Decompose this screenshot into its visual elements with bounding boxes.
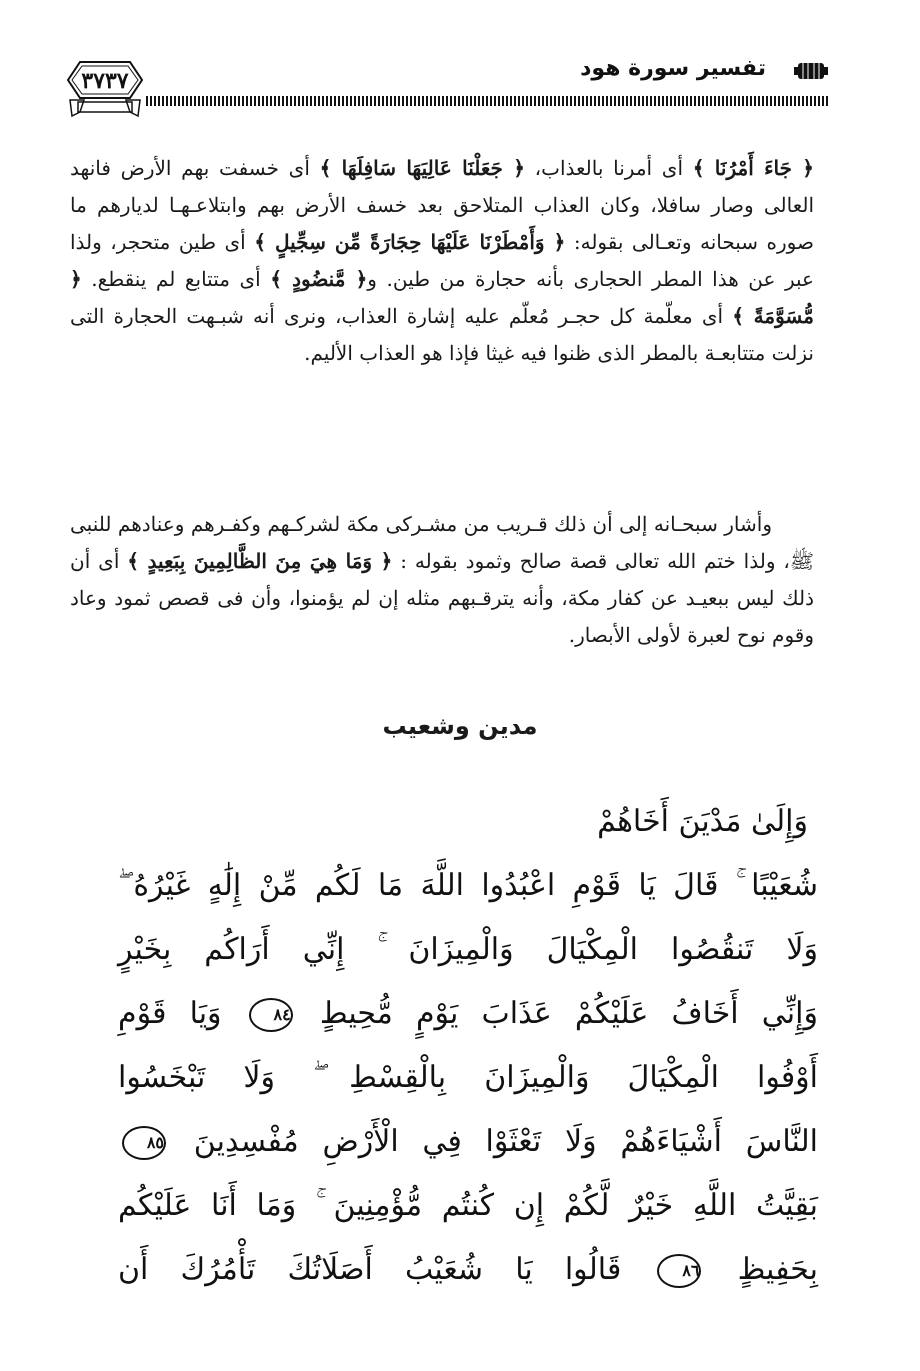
- commentary-text: أى متتابع لم ينقطع.: [81, 267, 271, 291]
- page-number-frame: [62, 56, 148, 120]
- quran-verses-block: [118, 790, 818, 1302]
- verse-segment: بِحَفِيظٍ: [737, 1252, 818, 1287]
- ayah-number-marker: ٨٦: [657, 1254, 701, 1288]
- quran-quote: ﴿ مُّسَوَّمَةً ﴾: [70, 267, 814, 328]
- quran-quote: ﴿ جَعَلْنَا عَالِيَهَا سَافِلَهَا ﴾: [319, 156, 525, 180]
- ayah-number-marker: ٨٤: [249, 998, 293, 1032]
- commentary-text: أى طين متحجر، ولذا عبر عن هذا المطر الحجارى بأنه حجارة من طين. و: [70, 230, 814, 291]
- running-title: تفسير سورة هود: [580, 56, 766, 81]
- verse-line: [118, 1238, 818, 1302]
- page-number: ٣٧٣٧: [81, 68, 129, 94]
- verse-segment: وَيَا قَوْمِ: [118, 996, 222, 1031]
- verse-segment: قَالُوا يَا شُعَيْبُ أَصَلَاتُكَ تَأْمُرُكَ أَن: [118, 1252, 622, 1287]
- tafsir-paragraph-2: [70, 506, 814, 654]
- verse-line: وَلَا تَنقُصُوا الْمِكْيَالَ وَالْمِيزَانَ ۚ إِنِّي أَرَاكُم بِخَيْرٍ: [118, 932, 818, 967]
- verse-line: شُعَيْبًا ۚ قَالَ يَا قَوْمِ اعْبُدُوا اللَّهَ مَا لَكُم مِّنْ إِلَٰهٍ غَيْرُهُ ۖ: [118, 868, 818, 903]
- verse-line: [118, 982, 818, 1046]
- verse-line: بَقِيَّتُ اللَّهِ خَيْرٌ لَّكُمْ إِن كُنتُم مُّؤْمِنِينَ ۚ وَمَا أَنَا عَلَيْكُم: [118, 1188, 818, 1223]
- quran-quote: ﴿ وَمَا هِيَ مِنَ الظَّالِمِينَ بِبَعِيدٍ ﴾: [127, 549, 393, 573]
- verse-line: أَوْفُوا الْمِكْيَالَ وَالْمِيزَانَ بِالْقِسْطِ ۖ وَلَا تَبْخَسُوا: [118, 1060, 818, 1095]
- section-title: مدين وشعيب: [382, 712, 538, 740]
- commentary-text: أى خسفت بهم الأرض فانهد العالى وصار سافلا، وكان العذاب المتلاحق بعد خسف الأرض بهم وابتلاعـهـا لديارهم ما صوره سبحانه وتعـالى بقوله:: [70, 156, 814, 254]
- verse-line: [118, 1110, 818, 1174]
- commentary-text: أى أمرنا بالعذاب،: [524, 156, 693, 180]
- ornament-icon: [794, 60, 828, 82]
- quran-quote: ﴿ جَاءَ أَمْرُنَا ﴾: [692, 156, 814, 180]
- verse-line: وَإِلَىٰ مَدْيَنَ أَخَاهُمْ: [597, 804, 808, 839]
- verse-segment: وَإِنِّي أَخَافُ عَلَيْكُمْ عَذَابَ يَوْمٍ مُّحِيطٍ: [319, 996, 818, 1031]
- page-header: [62, 52, 828, 132]
- ayah-number-marker: ٨٥: [122, 1126, 166, 1160]
- commentary-text: وأشار سبحـانه إلى أن ذلك قـريب من مشـركى مكة لشركـهم وكفـرهم وعنادهم للنبى ﷺ، ولذا ختم الله تعالى قصة صالح وثمود بقوله :: [70, 512, 815, 573]
- quran-quote: ﴿ وَأَمْطَرْنَا عَلَيْهَا حِجَارَةً مِّن سِجِّيلٍ ﴾: [254, 230, 566, 254]
- header-rule: [146, 96, 828, 106]
- tafsir-paragraph-1: [70, 150, 814, 372]
- commentary-text: أى معلّمة كل حجـر مُعلّم عليه إشارة العذاب، ونرى أنه شبـهت الحجارة التى نزلت متتابعـة بالمطر الذى ظنوا فيه غيثا فإذا هو العذاب الأليم.: [70, 304, 814, 365]
- quran-quote: ﴿ مَّنضُودٍ ﴾: [270, 267, 368, 291]
- commentary-text: أى أن ذلك ليس ببعيـد عن كفار مكة، وأنه يترقـبهم مثله إن لم يؤمنوا، وأن فى قصص ثمود وعاد وقوم نوح لعبرة لأولى الأبصار.: [70, 549, 814, 647]
- verse-segment: النَّاسَ أَشْيَاءَهُمْ وَلَا تَعْثَوْا فِي الْأَرْضِ مُفْسِدِينَ: [193, 1124, 818, 1159]
